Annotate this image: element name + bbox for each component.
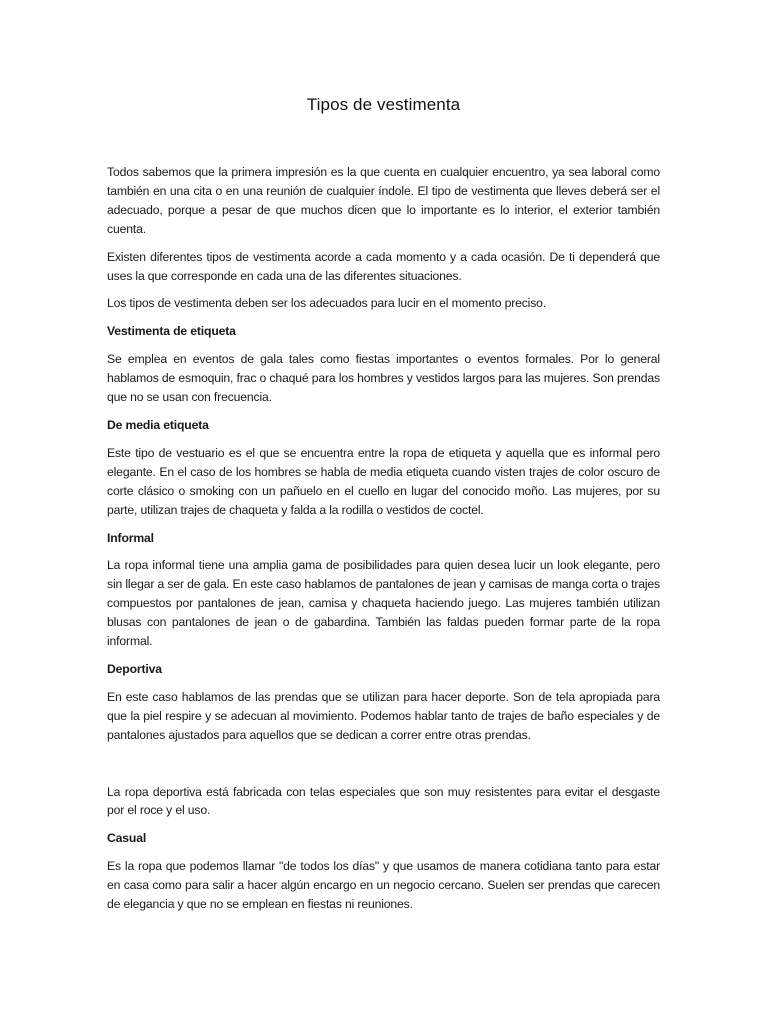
section-heading-deportiva: Deportiva xyxy=(107,661,162,676)
section-heading-media-etiqueta: De media etiqueta xyxy=(107,417,209,432)
section-heading-etiqueta: Vestimenta de etiqueta xyxy=(107,324,236,339)
section-paragraph: Este tipo de vestuario es el que se encuentra entre la ropa de etiqueta y aquella que es informal pero elegante. En el caso de los hombres se habla de media etiqueta cuando visten trajes de color oscuro de corte clásico o smoking con un pañuelo en el cuello en lugar del conocido moño. Las mujeres, por su parte, utilizan trajes de chaqueta y falda a la rodilla o vestidos de coctel. xyxy=(107,445,660,517)
document-body xyxy=(107,92,660,923)
section-paragraph: En este caso hablamos de las prendas que se utilizan para hacer deporte. Son de tela apropiada para que la piel respire y se adecuan al movimiento. Podemos hablar tanto de trajes de baño especiales y de pantalones ajustados para aquellos que se dedican a correr entre otras prendas. xyxy=(107,689,660,742)
page-title: Tipos de vestimenta xyxy=(306,95,461,114)
blank-line xyxy=(107,754,660,783)
intro-paragraph: Los tipos de vestimenta deben ser los adecuados para lucir en el momento preciso. xyxy=(107,296,547,311)
section-paragraph: Es la ropa que podemos llamar "de todos los días" y que usamos de manera cotidiana tanto para estar en casa como para salir a hacer algún encargo en un negocio cercano. Suelen ser prendas que carecen de elegancia y que no se emplean en fiestas ni reuniones. xyxy=(107,859,660,912)
section-heading-casual: Casual xyxy=(107,831,147,846)
section-heading-informal: Informal xyxy=(107,530,154,545)
section-paragraph: La ropa deportiva está fabricada con telas especiales que son muy resistentes para evitar el desgaste por el roce y el uso. xyxy=(107,784,660,818)
intro-paragraph: Todos sabemos que la primera impresión es la que cuenta en cualquier encuentro, ya sea laboral como también en una cita o en una reunión de cualquier índole. El tipo de vestimenta que lleves deberá ser el adecuado, porque a pesar de que muchos dicen que lo importante es lo interior, el exterior también cuenta. xyxy=(107,165,660,236)
section-paragraph: La ropa informal tiene una amplia gama de posibilidades para quien desea lucir un look elegante, pero sin llegar a ser de gala. En este caso hablamos de pantalones de jean y camisas de manga corta o trajes compuestos por pantalones de jean, camisa y chaqueta haciendo juego. Las mujeres también utilizan blusas con pantalones de jean o de gabardina. También las faldas pueden formar parte de la ropa informal. xyxy=(107,558,660,649)
intro-paragraph: Existen diferentes tipos de vestimenta acorde a cada momento y a cada ocasión. De ti dependerá que uses la que corresponde en cada una de las diferentes situaciones. xyxy=(107,249,660,283)
section-paragraph: Se emplea en eventos de gala tales como fiestas importantes o eventos formales. Por lo general hablamos de esmoquin, frac o chaqué para los hombres y vestidos largos para las mujeres. Son prendas que no se usan con frecuencia. xyxy=(107,352,660,405)
